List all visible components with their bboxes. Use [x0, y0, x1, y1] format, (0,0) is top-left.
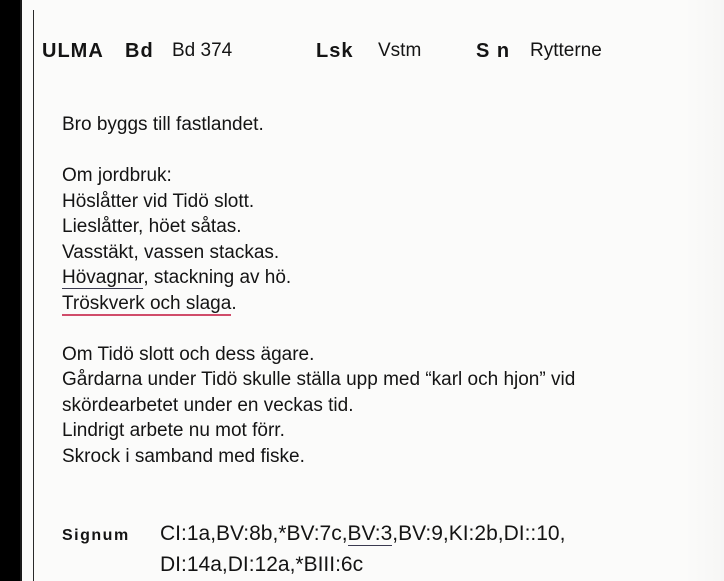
- body-line: Lieslåtter, höet såtas.: [62, 216, 242, 237]
- ulma-label: ULMA: [42, 40, 104, 62]
- blank-line: [62, 138, 575, 164]
- card-body: [62, 112, 575, 469]
- bd-label: Bd: [125, 40, 154, 62]
- lsk-label: Lsk: [316, 40, 354, 62]
- underlined-term: Tröskverk och slaga: [62, 292, 232, 314]
- body-line: Lindrigt arbete nu mot förr.: [62, 420, 285, 441]
- body-line: [62, 265, 575, 291]
- signum-value: [160, 518, 565, 580]
- body-line: Skrock i samband med fiske.: [62, 445, 305, 467]
- body-fragment: , stackning av hö.: [143, 267, 292, 288]
- body-line: Höslåtter vid Tidö slott.: [62, 190, 255, 212]
- underlined-signum: BV:3: [347, 522, 393, 545]
- signum-line-2: DI:14a,DI:12a,*BIII:6c: [160, 553, 364, 576]
- blank-line: [62, 316, 575, 342]
- signum-line-1: CI:1a,BV:8b,*BV:7c,BV:3,BV:9,KI:2b,DI::10,: [160, 522, 566, 545]
- body-line: Om jordbruk:: [62, 165, 172, 186]
- lsk-value: Vstm: [378, 40, 422, 61]
- body-line: [62, 291, 575, 317]
- sn-value: Rytterne: [530, 40, 602, 61]
- body-line: Gårdarna under Tidö skulle ställa upp med “karl och hjon” vid: [62, 369, 576, 390]
- signum-label: Signum: [62, 527, 130, 544]
- body-line: Vasstäkt, vassen stackas.: [62, 241, 280, 263]
- sn-label: S n: [476, 40, 511, 62]
- body-line: Om Tidö slott och dess ägare.: [62, 343, 315, 365]
- card-margin-rule: [33, 10, 34, 581]
- underlined-term: Hövagnar: [62, 267, 144, 288]
- body-fragment: .: [231, 292, 237, 314]
- body-line: Bro byggs till fastlandet.: [62, 114, 264, 135]
- scan-shading: [684, 0, 724, 581]
- bd-value: Bd 374: [172, 40, 233, 61]
- body-line: skördearbetet under en veckas tid.: [62, 394, 354, 416]
